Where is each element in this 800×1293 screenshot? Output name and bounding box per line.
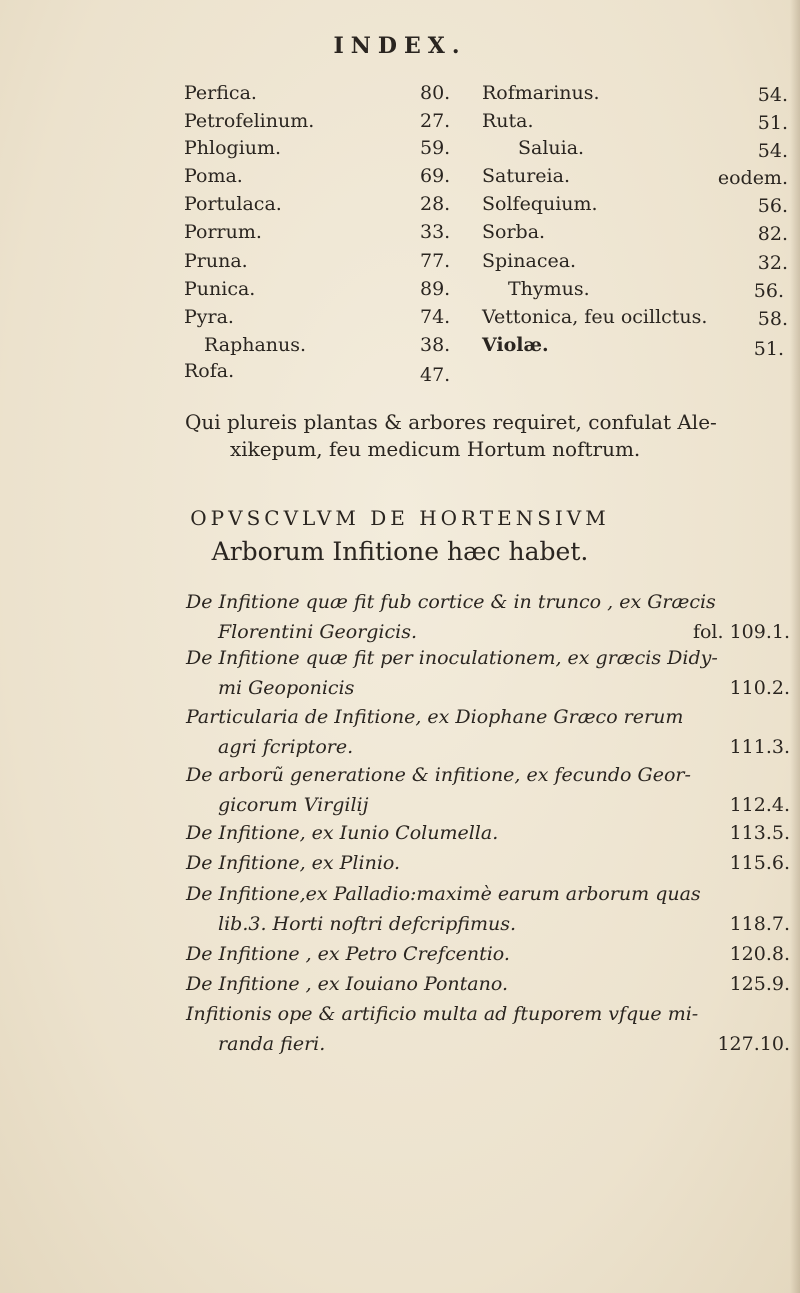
folio-reference: 115.6. [729,852,790,874]
entry-line-1: De Infitione quæ fit per inoculationem, ex græcis Didy- [186,647,718,669]
note-line-2: xikepum, feu medicum Hortum noftrum. [230,437,641,461]
index-left-name: Petrofelinum. [184,110,315,132]
index-right-number: 56. [753,280,784,302]
contents-entry [186,587,790,647]
contents-entry [186,818,790,848]
index-left-number: 38. [420,334,451,356]
index-left-number: 27. [420,110,451,132]
index-left-name: Phlogium. [184,137,282,159]
entry-line-2: mi Geoponicis [218,677,355,699]
index-left-number: 89. [420,278,451,300]
section-title: OPVSCVLVM DE HORTENSIVM [190,506,610,530]
section-subtitle: Arborum Infitione hæc habet. [211,537,589,566]
entry-line-1: De Infitione , ex Petro Crefcentio. [186,943,510,965]
index-right-number: 54. [757,84,788,106]
index-left-name: Porrum. [184,221,262,243]
index-left-number: 59. [420,137,451,159]
folio-reference: 125.9. [729,973,790,995]
contents-entry [186,848,790,878]
folio-reference: 112.4. [729,794,790,816]
folio-reference: fol. 109.1. [692,621,790,643]
index-right-name: Solfequium. [482,193,598,215]
index-right-number: 54. [757,140,788,162]
note-line-1: Qui plureis plantas & arbores requiret, confulat Ale- [185,410,717,434]
index-right-number: 56. [757,195,788,217]
entry-line-2: agri fcriptore. [218,736,354,758]
index-left-name: Rofa. [184,360,235,382]
contents-entry [186,939,790,969]
entry-line-1: De Infitione, ex Plinio. [186,852,401,874]
page-edge-shadow [790,0,800,1293]
index-left-name: Perfica. [184,82,257,104]
index-left-number: 77. [420,250,451,272]
contents-entry [186,999,790,1059]
entry-line-2: gicorum Virgilij [218,794,369,816]
index-right-name: Sorba. [482,221,546,243]
index-left-number: 33. [420,221,451,243]
folio-reference: 110.2. [729,677,790,699]
folio-reference: 111.3. [729,736,790,758]
index-left-number: 74. [420,306,451,328]
entry-line-2: randa fieri. [218,1033,326,1055]
folio-reference: 113.5. [729,822,790,844]
index-right-number: 32. [757,252,788,274]
index-left-name: Poma. [184,165,243,187]
index-left-number: 28. [420,193,451,215]
index-left-number: 69. [420,165,451,187]
page-header: INDEX. [333,33,467,59]
reference-note [185,409,785,463]
entry-line-1: De Infitione quæ fit fub cortice & in trunco , ex Græcis [186,591,716,613]
contents-entry [186,702,790,762]
index-right-number: eodem. [717,167,788,189]
index-right-name: Vettonica, feu ocillctus. [482,306,708,328]
entry-line-1: De Infitione , ex Iouiano Pontano. [186,973,509,995]
index-left-name: Punica. [184,278,256,300]
index-left-name: Pruna. [184,250,248,272]
entry-line-1: De Infitione, ex Iunio Columella. [186,822,499,844]
index-right-name: Spinacea. [482,250,577,272]
index-left-name: Pyra. [184,306,234,328]
contents-entry [186,643,790,703]
entry-line-1: Infitionis ope & artificio multa ad ftuporem vfque mi- [186,1003,699,1025]
entry-line-1: De Infitione,ex Palladio:maximè earum arborum quas [186,883,701,905]
index-right-name: Satureia. [482,165,570,187]
entry-line-1: Particularia de Infitione, ex Diophane Græco rerum [186,706,684,728]
index-right-name: Violæ. [482,334,549,356]
index-left-number: 80. [420,82,451,104]
folio-reference: 120.8. [729,943,790,965]
entry-line-1: De arborũ generatione & infitione, ex fecundo Geor- [186,764,691,786]
index-right-number: 51. [753,338,784,360]
contents-entry [186,879,790,939]
index-right-name: Saluia. [518,137,585,159]
index-right-name: Thymus. [508,278,590,300]
contents-entry [186,969,790,999]
index-left-number: 47. [420,364,451,386]
index-right-name: Rofmarinus. [482,82,600,104]
entry-line-2: Florentini Georgicis. [218,621,418,643]
index-left-name: Raphanus. [204,334,307,356]
contents-entry [186,760,790,820]
index-right-number: 58. [757,308,788,330]
index-right-name: Ruta. [482,110,534,132]
index-left-name: Portulaca. [184,193,282,215]
index-right-number: 51. [757,112,788,134]
index-right-number: 82. [757,223,788,245]
folio-reference: 118.7. [729,913,790,935]
folio-reference: 127.10. [717,1033,790,1055]
entry-line-2: lib.3. Horti noftri defcripfimus. [218,913,517,935]
